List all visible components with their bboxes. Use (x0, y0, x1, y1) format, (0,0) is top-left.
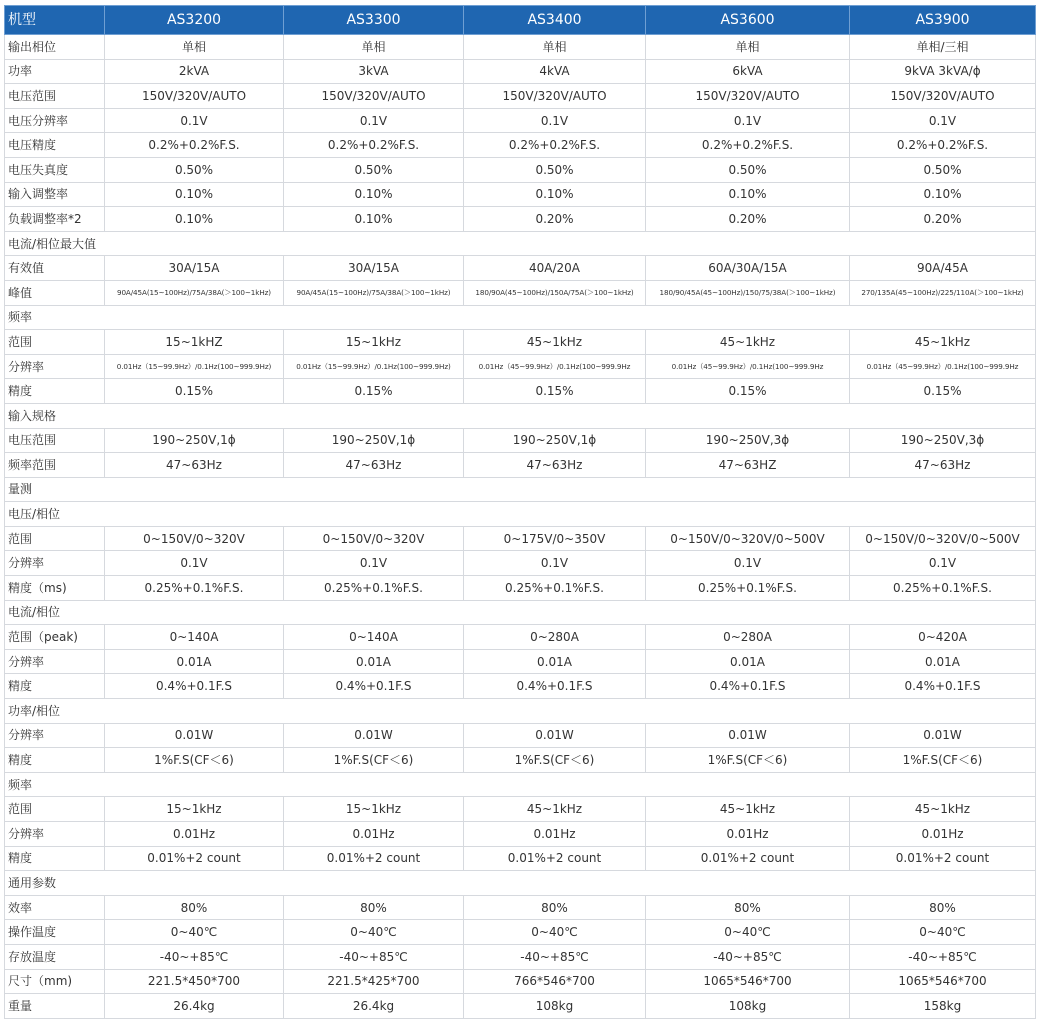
spec-value: 4kVA (464, 59, 646, 84)
spec-value: 150V/320V/AUTO (284, 84, 464, 109)
model-header-as3200: AS3200 (105, 6, 284, 35)
spec-label: 功率 (5, 59, 105, 84)
spec-label: 精度 (5, 846, 105, 871)
spec-value: 9kVA 3kVA/ϕ (850, 59, 1036, 84)
spec-value: 40A/20A (464, 256, 646, 281)
spec-value: 766*546*700 (464, 969, 646, 994)
spec-value: 0.01Hz（45~99.9Hz）/0.1Hz(100~999.9Hz (646, 354, 850, 379)
section-row (5, 502, 1036, 527)
spec-value: 0.25%+0.1%F.S. (284, 576, 464, 601)
spec-row (5, 133, 1036, 158)
spec-value: 1065*546*700 (850, 969, 1036, 994)
spec-value: 0.01A (284, 649, 464, 674)
spec-value: 0.10% (850, 182, 1036, 207)
spec-value: 单相 (464, 35, 646, 60)
spec-value: 0~150V/0~320V (284, 526, 464, 551)
section-title: 电压/相位 (5, 502, 1036, 527)
spec-value: 0.15% (646, 379, 850, 404)
model-header-as3900: AS3900 (850, 6, 1036, 35)
spec-row (5, 846, 1036, 871)
spec-row (5, 280, 1036, 305)
spec-value: 0~280A (646, 625, 850, 650)
section-row (5, 772, 1036, 797)
spec-value: 0.1V (464, 108, 646, 133)
spec-value: -40~+85℃ (850, 944, 1036, 969)
spec-value: 47~63HZ (646, 453, 850, 478)
spec-value: 0.01W (284, 723, 464, 748)
spec-value: 0.4%+0.1F.S (850, 674, 1036, 699)
spec-row (5, 895, 1036, 920)
spec-value: 158kg (850, 994, 1036, 1019)
spec-label: 尺寸（mm) (5, 969, 105, 994)
spec-value: 45~1kHz (464, 330, 646, 355)
spec-row (5, 379, 1036, 404)
spec-value: 80% (284, 895, 464, 920)
spec-value: 0.15% (464, 379, 646, 404)
spec-label: 电压失真度 (5, 157, 105, 182)
spec-value: 0.15% (284, 379, 464, 404)
spec-value: 0.01%+2 count (850, 846, 1036, 871)
spec-row (5, 674, 1036, 699)
spec-value: 0.50% (646, 157, 850, 182)
spec-value: 180/90A(45~100Hz)/150A/75A(＞100~1kHz) (464, 280, 646, 305)
spec-value: 0.25%+0.1%F.S. (464, 576, 646, 601)
spec-value: 0.15% (850, 379, 1036, 404)
spec-value: 80% (105, 895, 284, 920)
spec-row (5, 994, 1036, 1019)
spec-row (5, 649, 1036, 674)
spec-value: 0.2%+0.2%F.S. (646, 133, 850, 158)
spec-value: 0.1V (850, 551, 1036, 576)
spec-value: -40~+85℃ (105, 944, 284, 969)
spec-row (5, 453, 1036, 478)
spec-value: 0.1V (646, 551, 850, 576)
model-header-label: 机型 (5, 6, 105, 35)
spec-row (5, 526, 1036, 551)
spec-value: 0.01Hz (105, 822, 284, 847)
spec-value: 26.4kg (284, 994, 464, 1019)
spec-value: 0.2%+0.2%F.S. (284, 133, 464, 158)
spec-value: 0.10% (284, 182, 464, 207)
spec-label: 重量 (5, 994, 105, 1019)
spec-value: 47~63Hz (105, 453, 284, 478)
spec-row (5, 207, 1036, 232)
spec-label: 输出相位 (5, 35, 105, 60)
spec-value: 0.01Hz (464, 822, 646, 847)
spec-row (5, 797, 1036, 822)
section-title: 电流/相位最大值 (5, 231, 1036, 256)
spec-row (5, 59, 1036, 84)
spec-value: -40~+85℃ (464, 944, 646, 969)
spec-value: 0.50% (464, 157, 646, 182)
spec-label: 精度 (5, 674, 105, 699)
spec-value: 150V/320V/AUTO (105, 84, 284, 109)
spec-value: 0.1V (646, 108, 850, 133)
section-title: 频率 (5, 305, 1036, 330)
spec-value: 190~250V,3ϕ (850, 428, 1036, 453)
spec-label: 分辨率 (5, 354, 105, 379)
spec-label: 分辨率 (5, 822, 105, 847)
spec-value: 0.01Hz（15~99.9Hz）/0.1Hz(100~999.9Hz) (284, 354, 464, 379)
spec-value: 80% (850, 895, 1036, 920)
spec-label: 电压范围 (5, 84, 105, 109)
spec-value: 单相 (284, 35, 464, 60)
spec-table (4, 5, 1036, 1019)
spec-label: 操作温度 (5, 920, 105, 945)
spec-value: 0.01W (105, 723, 284, 748)
spec-label: 效率 (5, 895, 105, 920)
spec-value: 0.01A (105, 649, 284, 674)
spec-label: 存放温度 (5, 944, 105, 969)
spec-value: 30A/15A (105, 256, 284, 281)
spec-value: 0.2%+0.2%F.S. (105, 133, 284, 158)
spec-value: 0.01W (850, 723, 1036, 748)
spec-value: 0~150V/0~320V/0~500V (850, 526, 1036, 551)
spec-value: 15~1kHz (284, 797, 464, 822)
spec-value: 0.01%+2 count (646, 846, 850, 871)
spec-row (5, 822, 1036, 847)
spec-value: 0.20% (464, 207, 646, 232)
spec-value: 0.01Hz（45~99.9Hz）/0.1Hz(100~999.9Hz (850, 354, 1036, 379)
spec-value: 150V/320V/AUTO (646, 84, 850, 109)
section-title: 输入规格 (5, 403, 1036, 428)
spec-value: 0.01A (464, 649, 646, 674)
spec-value: 0.25%+0.1%F.S. (646, 576, 850, 601)
spec-value: 0.10% (464, 182, 646, 207)
spec-value: -40~+85℃ (646, 944, 850, 969)
spec-value: 0.50% (284, 157, 464, 182)
spec-label: 分辨率 (5, 723, 105, 748)
section-title: 电流/相位 (5, 600, 1036, 625)
spec-value: 190~250V,1ϕ (284, 428, 464, 453)
spec-value: 0~150V/0~320V/0~500V (646, 526, 850, 551)
spec-value: 0.1V (284, 108, 464, 133)
spec-value: 90A/45A(15~100Hz)/75A/38A(＞100~1kHz) (284, 280, 464, 305)
spec-value: 0.01W (464, 723, 646, 748)
spec-label: 范围 (5, 797, 105, 822)
section-row (5, 871, 1036, 896)
model-header-as3300: AS3300 (284, 6, 464, 35)
spec-row (5, 944, 1036, 969)
spec-row (5, 256, 1036, 281)
spec-label: 有效值 (5, 256, 105, 281)
spec-label: 分辨率 (5, 649, 105, 674)
spec-label: 分辨率 (5, 551, 105, 576)
spec-row (5, 330, 1036, 355)
spec-value: 单相 (105, 35, 284, 60)
spec-row (5, 35, 1036, 60)
spec-value: 0.2%+0.2%F.S. (464, 133, 646, 158)
spec-value: 0~40℃ (646, 920, 850, 945)
spec-value: 1%F.S(CF＜6) (646, 748, 850, 773)
spec-label: 范围 (5, 330, 105, 355)
spec-value: 0~40℃ (284, 920, 464, 945)
spec-value: 270/135A(45~100Hz)/225/110A(＞100~1kHz) (850, 280, 1036, 305)
spec-value: 0.01Hz（15~99.9Hz）/0.1Hz(100~999.9Hz) (105, 354, 284, 379)
spec-value: 0.01A (850, 649, 1036, 674)
spec-row (5, 723, 1036, 748)
spec-value: 0.2%+0.2%F.S. (850, 133, 1036, 158)
spec-value: -40~+85℃ (284, 944, 464, 969)
spec-label: 频率范围 (5, 453, 105, 478)
spec-value: 0.01%+2 count (105, 846, 284, 871)
spec-value: 60A/30A/15A (646, 256, 850, 281)
header-row (5, 6, 1036, 35)
spec-value: 0~140A (284, 625, 464, 650)
spec-value: 1065*546*700 (646, 969, 850, 994)
spec-label: 负载调整率*2 (5, 207, 105, 232)
spec-value: 0.1V (850, 108, 1036, 133)
spec-value: 45~1kHz (646, 797, 850, 822)
spec-value: 1%F.S(CF＜6) (464, 748, 646, 773)
section-row (5, 600, 1036, 625)
model-header-as3600: AS3600 (646, 6, 850, 35)
spec-row (5, 84, 1036, 109)
spec-value: 0.10% (646, 182, 850, 207)
spec-row (5, 551, 1036, 576)
spec-value: 0.50% (105, 157, 284, 182)
spec-value: 0.25%+0.1%F.S. (105, 576, 284, 601)
spec-value: 2kVA (105, 59, 284, 84)
spec-value: 15~1kHz (284, 330, 464, 355)
spec-value: 0.50% (850, 157, 1036, 182)
spec-value: 108kg (646, 994, 850, 1019)
spec-value: 45~1kHz (646, 330, 850, 355)
spec-value: 47~63Hz (284, 453, 464, 478)
spec-value: 45~1kHz (464, 797, 646, 822)
spec-row (5, 748, 1036, 773)
spec-value: 0.01A (646, 649, 850, 674)
spec-value: 0.10% (105, 182, 284, 207)
spec-value: 150V/320V/AUTO (850, 84, 1036, 109)
spec-label: 精度 (5, 748, 105, 773)
spec-label: 电压精度 (5, 133, 105, 158)
spec-value: 0.01Hz (284, 822, 464, 847)
spec-value: 0~40℃ (850, 920, 1036, 945)
spec-label: 峰值 (5, 280, 105, 305)
spec-value: 0.01%+2 count (284, 846, 464, 871)
spec-value: 190~250V,3ϕ (646, 428, 850, 453)
spec-table-body (5, 35, 1036, 1019)
spec-label: 精度 (5, 379, 105, 404)
spec-value: 0.01Hz (850, 822, 1036, 847)
spec-value: 单相/三相 (850, 35, 1036, 60)
spec-row (5, 108, 1036, 133)
spec-value: 80% (646, 895, 850, 920)
spec-row (5, 182, 1036, 207)
spec-value: 221.5*450*700 (105, 969, 284, 994)
spec-value: 0.1V (105, 108, 284, 133)
spec-value: 45~1kHz (850, 330, 1036, 355)
spec-value: 0.20% (646, 207, 850, 232)
spec-value: 47~63Hz (850, 453, 1036, 478)
spec-value: 190~250V,1ϕ (105, 428, 284, 453)
section-row (5, 403, 1036, 428)
spec-value: 15~1kHz (105, 797, 284, 822)
spec-label: 范围 (5, 526, 105, 551)
model-header-as3400: AS3400 (464, 6, 646, 35)
spec-label: 范围（peak) (5, 625, 105, 650)
section-row (5, 305, 1036, 330)
spec-value: 0.4%+0.1F.S (646, 674, 850, 699)
spec-row (5, 428, 1036, 453)
spec-value: 90A/45A (850, 256, 1036, 281)
spec-value: 单相 (646, 35, 850, 60)
section-row (5, 699, 1036, 724)
spec-value: 0.4%+0.1F.S (105, 674, 284, 699)
section-title: 频率 (5, 772, 1036, 797)
spec-value: 0~140A (105, 625, 284, 650)
spec-value: 0~280A (464, 625, 646, 650)
spec-value: 6kVA (646, 59, 850, 84)
spec-label: 精度（ms) (5, 576, 105, 601)
spec-value: 0.10% (105, 207, 284, 232)
section-row (5, 477, 1036, 502)
spec-value: 45~1kHz (850, 797, 1036, 822)
spec-value: 0~40℃ (105, 920, 284, 945)
spec-row (5, 969, 1036, 994)
spec-value: 108kg (464, 994, 646, 1019)
spec-value: 0~150V/0~320V (105, 526, 284, 551)
spec-table-header (5, 6, 1036, 35)
spec-value: 0~420A (850, 625, 1036, 650)
spec-value: 0.1V (105, 551, 284, 576)
spec-value: 0~40℃ (464, 920, 646, 945)
spec-value: 26.4kg (105, 994, 284, 1019)
spec-value: 0.1V (284, 551, 464, 576)
spec-value: 190~250V,1ϕ (464, 428, 646, 453)
spec-value: 0.01W (646, 723, 850, 748)
spec-value: 0.25%+0.1%F.S. (850, 576, 1036, 601)
section-title: 量测 (5, 477, 1036, 502)
spec-value: 80% (464, 895, 646, 920)
spec-value: 180/90/45A(45~100Hz)/150/75/38A(＞100~1kHz) (646, 280, 850, 305)
spec-value: 30A/15A (284, 256, 464, 281)
section-row (5, 231, 1036, 256)
spec-value: 1%F.S(CF＜6) (850, 748, 1036, 773)
spec-value: 0.1V (464, 551, 646, 576)
spec-row (5, 625, 1036, 650)
spec-value: 1%F.S(CF＜6) (105, 748, 284, 773)
spec-row (5, 354, 1036, 379)
spec-value: 0.01Hz（45~99.9Hz）/0.1Hz(100~999.9Hz (464, 354, 646, 379)
spec-value: 3kVA (284, 59, 464, 84)
spec-value: 1%F.S(CF＜6) (284, 748, 464, 773)
spec-value: 0.01Hz (646, 822, 850, 847)
spec-label: 电压范围 (5, 428, 105, 453)
spec-value: 0~175V/0~350V (464, 526, 646, 551)
spec-value: 0.10% (284, 207, 464, 232)
spec-value: 221.5*425*700 (284, 969, 464, 994)
spec-row (5, 576, 1036, 601)
spec-value: 90A/45A(15~100Hz)/75A/38A(＞100~1kHz) (105, 280, 284, 305)
spec-row (5, 157, 1036, 182)
spec-value: 0.15% (105, 379, 284, 404)
spec-label: 电压分辨率 (5, 108, 105, 133)
spec-value: 0.4%+0.1F.S (464, 674, 646, 699)
spec-label: 输入调整率 (5, 182, 105, 207)
spec-value: 47~63Hz (464, 453, 646, 478)
spec-value: 15~1kHZ (105, 330, 284, 355)
spec-value: 0.4%+0.1F.S (284, 674, 464, 699)
section-title: 功率/相位 (5, 699, 1036, 724)
spec-row (5, 920, 1036, 945)
spec-value: 150V/320V/AUTO (464, 84, 646, 109)
spec-value: 0.01%+2 count (464, 846, 646, 871)
spec-value: 0.20% (850, 207, 1036, 232)
section-title: 通用参数 (5, 871, 1036, 896)
